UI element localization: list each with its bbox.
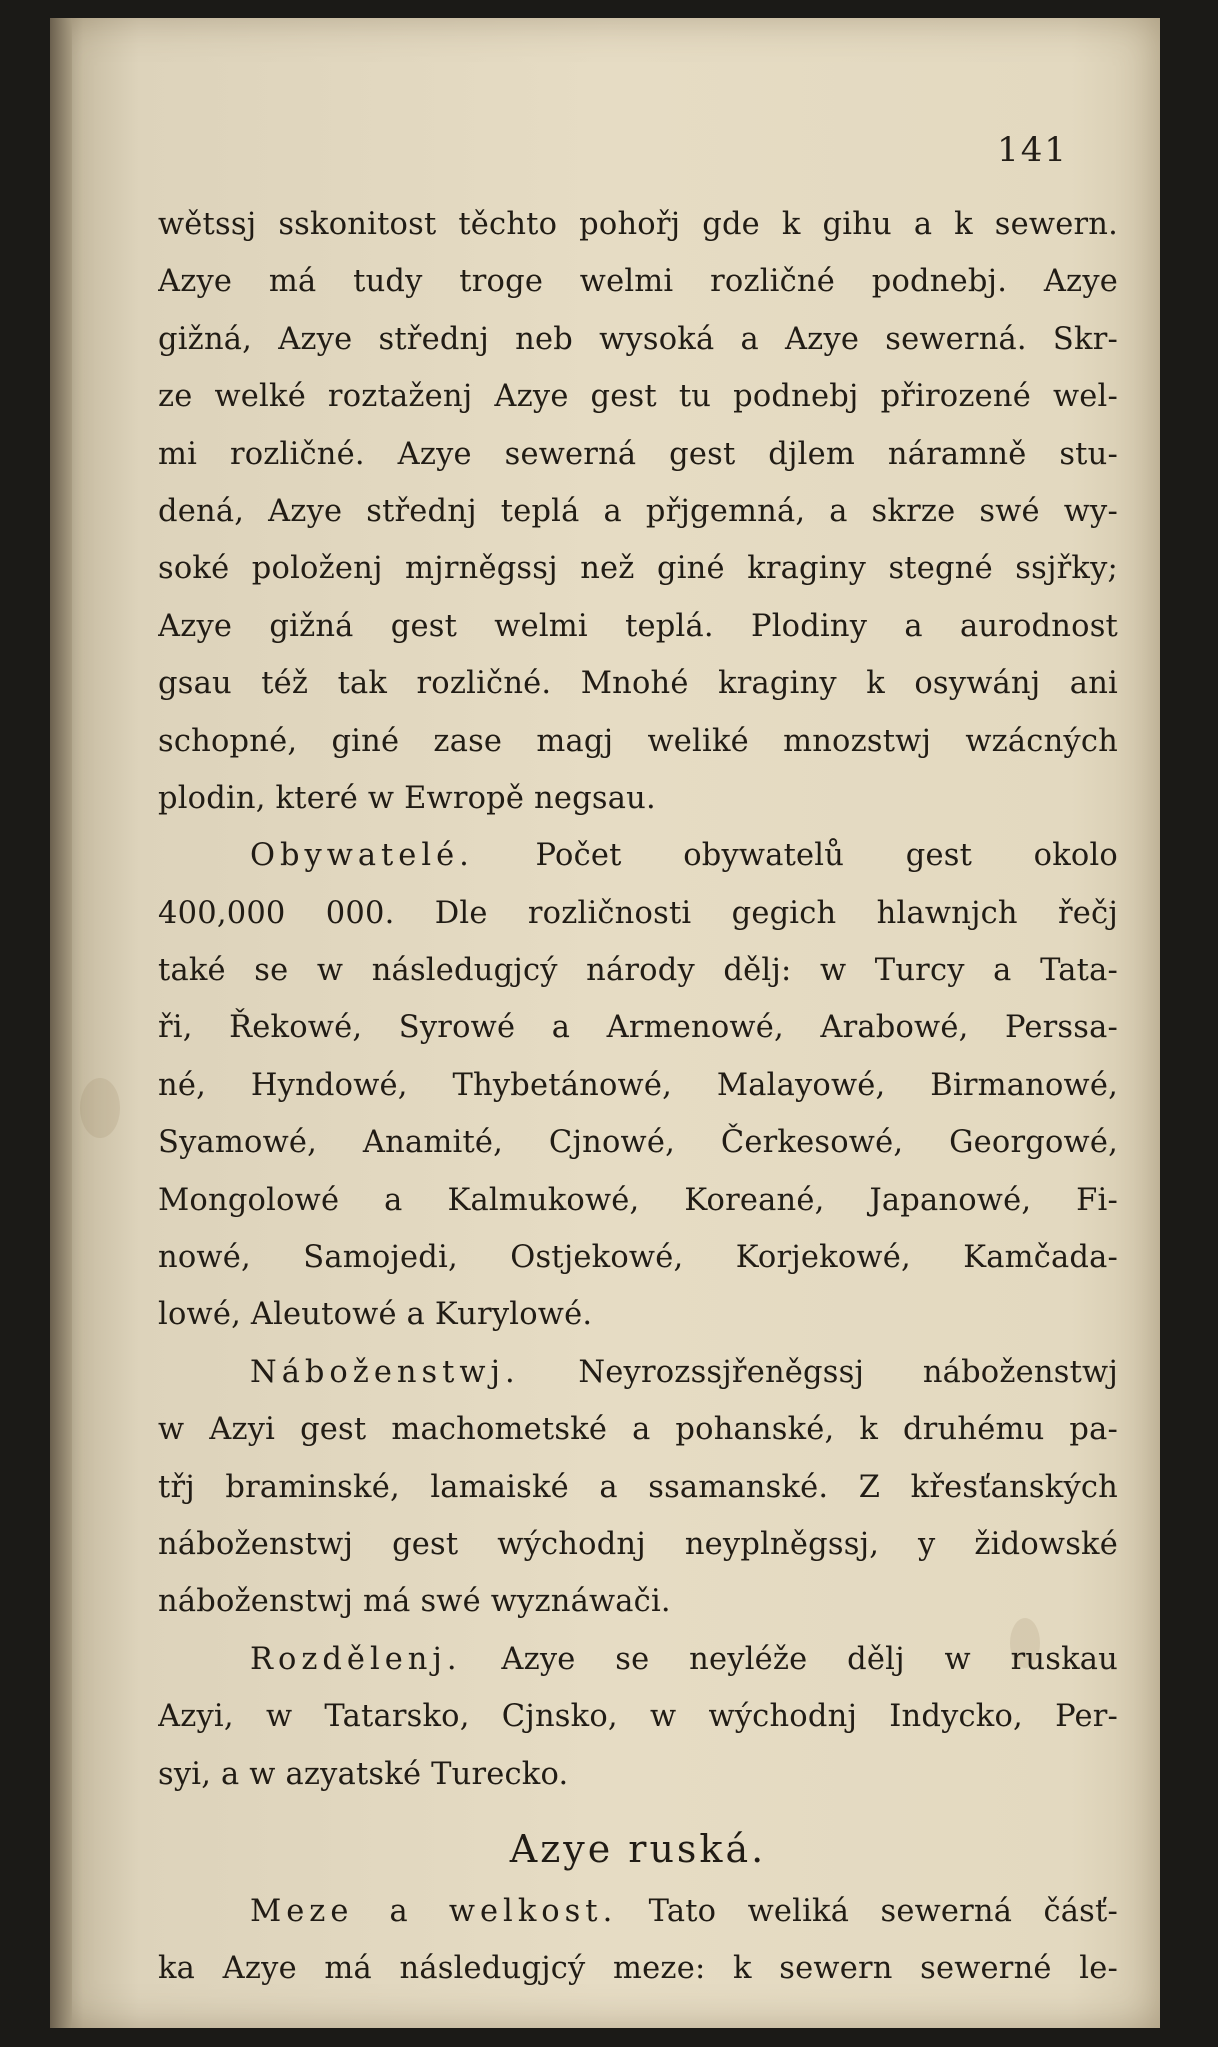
text-line: 400,000 000. Dle rozličnosti gegich hlawnjch řečj: [158, 895, 1118, 931]
section-rozdeleni: [158, 1631, 1118, 1688]
text-line: náboženstwj gest wýchodnj neyplněgssj, y židowské: [158, 1526, 1118, 1562]
text-line: ze welké roztaženj Azye gest tu podnebj přirozené wel-: [158, 379, 1118, 415]
page-gutter: [50, 18, 72, 2028]
text-line: wětssj sskonitost těchto pohořj gde k gihu a k sewern.: [158, 207, 1118, 242]
section-title: Obywatelé.: [250, 838, 474, 874]
text-line: Azye gižná gest welmi teplá. Plodiny a aurodnost: [158, 608, 1118, 644]
text-line: nowé, Samojedi, Ostjekowé, Korjekowé, Kamčada-: [158, 1240, 1118, 1276]
text-line: Tato weliká sewerná čásť-: [648, 1893, 1118, 1929]
text-line: gsau též tak rozličné. Mnohé kraginy k osywánj ani: [158, 666, 1118, 702]
text-line: lowé, Aleutowé a Kurylowé.: [158, 1297, 593, 1333]
text-line: ka Azye má následugjcý meze: k sewern sewerné le-: [158, 1951, 1118, 1987]
section-title: Rozdělenj.: [250, 1641, 462, 1677]
text-line: Mongolowé a Kalmukowé, Koreané, Japanowé, Fi-: [158, 1182, 1118, 1218]
text-line: plodin, které w Ewropě negsau.: [158, 780, 656, 816]
section-title: Meze a welkost.: [250, 1893, 618, 1929]
text-line: Azye se neyléže dělj w ruskau: [501, 1641, 1118, 1677]
paper-stain: [80, 1078, 120, 1138]
text-line: soké položenj mjrněgssj než giné kraginy stegné ssjřky;: [158, 551, 1118, 587]
text-line: mi rozličné. Azye sewerná gest djlem náramně stu-: [158, 436, 1118, 472]
text-line: třj braminské, lamaiské a ssamanské. Z křesťanských: [158, 1469, 1118, 1505]
text-line: náboženstwj má swé wyznáwači.: [158, 1584, 671, 1620]
text-line: Počet obywatelů gest okolo: [535, 838, 1118, 874]
text-line: Azyi, w Tatarsko, Cjnsko, w wýchodnj Indycko, Per-: [158, 1699, 1118, 1735]
text-line: w Azyi gest machometské a pohanské, k druhému pa-: [158, 1412, 1118, 1448]
text-line: Azye má tudy troge welmi rozličné podnebj. Azye: [158, 264, 1118, 300]
text-line: né, Hyndowé, Thybetánowé, Malayowé, Birmanowé,: [158, 1067, 1118, 1103]
text-line: syi, a w azyatské Turecko.: [158, 1756, 569, 1792]
text-line: Neyrozssjřeněgssj náboženstwj: [578, 1354, 1118, 1390]
text-line: gižná, Azye střednj neb wysoká a Azye sewerná. Skr-: [158, 321, 1118, 357]
section-meze: [158, 1883, 1118, 1940]
text-line: také se w následugjcý národy dělj: w Turcy a Tata-: [158, 953, 1118, 989]
section-title: Náboženstwj.: [250, 1354, 520, 1390]
text-line: Syamowé, Anamité, Cjnowé, Čerkesowé, Georgowé,: [158, 1125, 1118, 1161]
chapter-heading: Azye ruská.: [509, 1826, 767, 1871]
text-line: ři, Řekowé, Syrowé a Armenowé, Arabowé, Perssa-: [158, 1010, 1118, 1046]
page-number: 141: [997, 130, 1068, 170]
text-line: schopné, giné zase magj weliké mnozstwj wzácných: [158, 723, 1118, 759]
text-line: dená, Azye střednj teplá a přjgemná, a skrze swé wy-: [158, 493, 1118, 529]
section-obywatele: [158, 827, 1118, 884]
body-text: [158, 196, 1118, 1998]
book-page: [50, 18, 1160, 2028]
section-nabozenstwi: [158, 1344, 1118, 1401]
